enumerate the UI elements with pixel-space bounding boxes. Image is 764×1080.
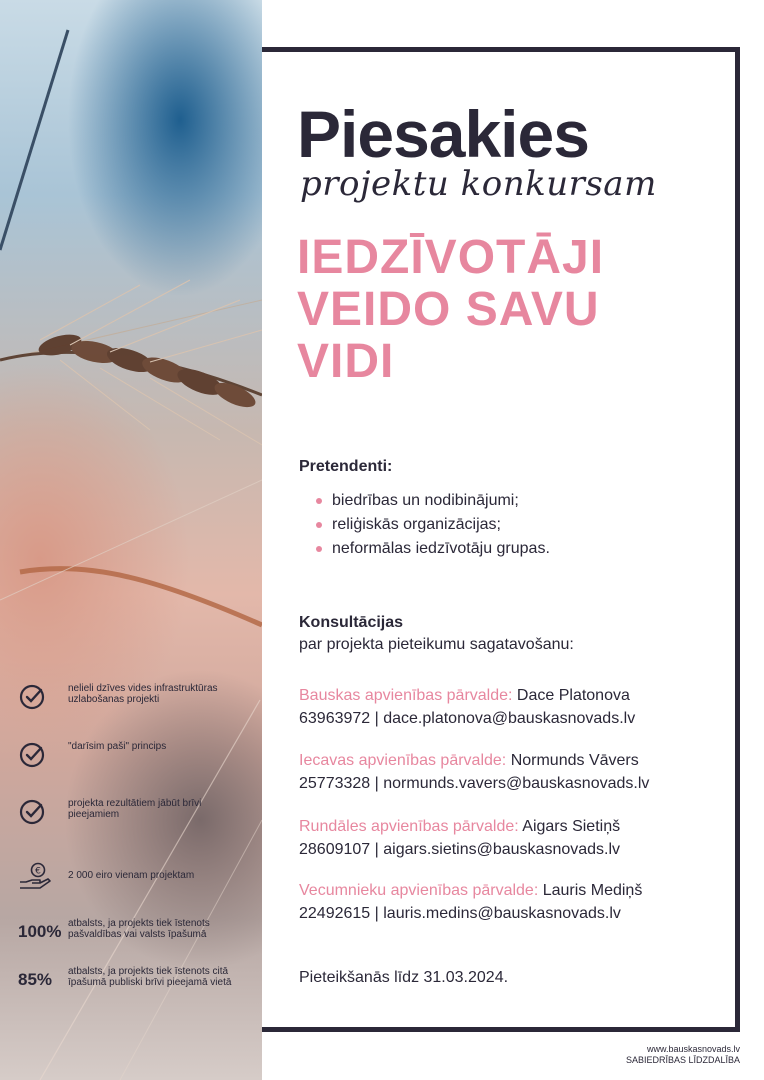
feature-text: pieejamiem	[68, 809, 120, 820]
contact-org: Iecavas apvienības pārvalde:	[299, 752, 507, 769]
feature-text: 2 000 eiro vienam projektam	[68, 870, 195, 881]
page-subtitle: projektu konkursam	[300, 164, 657, 204]
feature-item	[18, 862, 254, 881]
feature-item	[18, 741, 254, 752]
list-item: neformālas iedzīvotāju grupas.	[318, 537, 550, 561]
contact-details[interactable]: 28609107 | aigars.sietins@bauskasnovads.lv	[299, 841, 621, 858]
footer	[626, 1044, 740, 1066]
list-item: reliģiskās organizācijas;	[318, 513, 550, 537]
feature-text: atbalsts, ja projekts tiek īstenots	[68, 918, 210, 929]
contact-name: Dace Platonova	[512, 687, 630, 704]
feature-text: "darīsim paši" princips	[68, 741, 167, 752]
feature-text: atbalsts, ja projekts tiek īstenots citā	[68, 966, 229, 977]
contact-org: Vecumnieku apvienības pārvalde:	[299, 882, 539, 899]
contact-block	[299, 749, 649, 795]
feature-item	[18, 683, 254, 705]
contact-details[interactable]: 25773328 | normunds.vavers@bauskasnovads.lv	[299, 775, 650, 792]
applicants-list	[318, 489, 550, 561]
feature-text: īpašumā publiski brīvi pieejamā vietā	[68, 977, 232, 988]
consultations-subtitle: par projekta pieteikumu sagatavošanu:	[299, 636, 574, 653]
headline-line: VIDI	[297, 335, 395, 388]
contact-name: Aigars Sietiņš	[518, 818, 621, 835]
contact-name: Lauris Mediņš	[538, 882, 643, 899]
application-deadline: Pieteikšanās līdz 31.03.2024.	[299, 969, 509, 986]
contact-details[interactable]: 22492615 | lauris.medins@bauskasnovads.lv	[299, 905, 621, 922]
contact-org: Bauskas apvienības pārvalde:	[299, 687, 513, 704]
contact-block	[299, 879, 642, 925]
consultations-label: Konsultācijas	[299, 614, 404, 631]
page-title: Piesakies	[297, 97, 589, 171]
wheat-head	[0, 280, 262, 445]
feature-text: pašvaldības vai valsts īpašumā	[68, 929, 207, 940]
feature-item	[18, 918, 254, 942]
headline	[297, 232, 604, 388]
support-percent: 100%	[18, 922, 62, 941]
applicants-label: Pretendenti:	[299, 458, 393, 475]
list-item: biedrības un nodibinājumi;	[318, 489, 550, 513]
feature-item	[18, 966, 254, 990]
feature-item	[18, 798, 254, 820]
headline-line: IEDZĪVOTĀJI	[297, 231, 605, 284]
contact-name: Normunds Vāvers	[506, 752, 639, 769]
feature-text: nelieli dzīves vides infrastruktūras	[68, 683, 218, 694]
contact-block	[299, 684, 635, 730]
contact-org: Rundāles apvienības pārvalde:	[299, 818, 519, 835]
headline-line: VEIDO SAVU	[297, 283, 600, 336]
svg-text:€: €	[35, 866, 41, 877]
support-percent: 85%	[18, 970, 53, 989]
contact-details[interactable]: 63963972 | dace.platonova@bauskasnovads.lv	[299, 710, 636, 727]
footer-url[interactable]: www.bauskasnovads.lv	[646, 1044, 740, 1054]
footer-tag: SABIEDRĪBAS LĪDZDALĪBA	[625, 1055, 740, 1065]
feature-text: uzlabošanas projekti	[68, 694, 160, 705]
contact-block	[299, 815, 620, 861]
wheat-photo-panel	[0, 0, 262, 1080]
feature-text: projekta rezultātiem jābūt brīvi	[68, 798, 202, 809]
